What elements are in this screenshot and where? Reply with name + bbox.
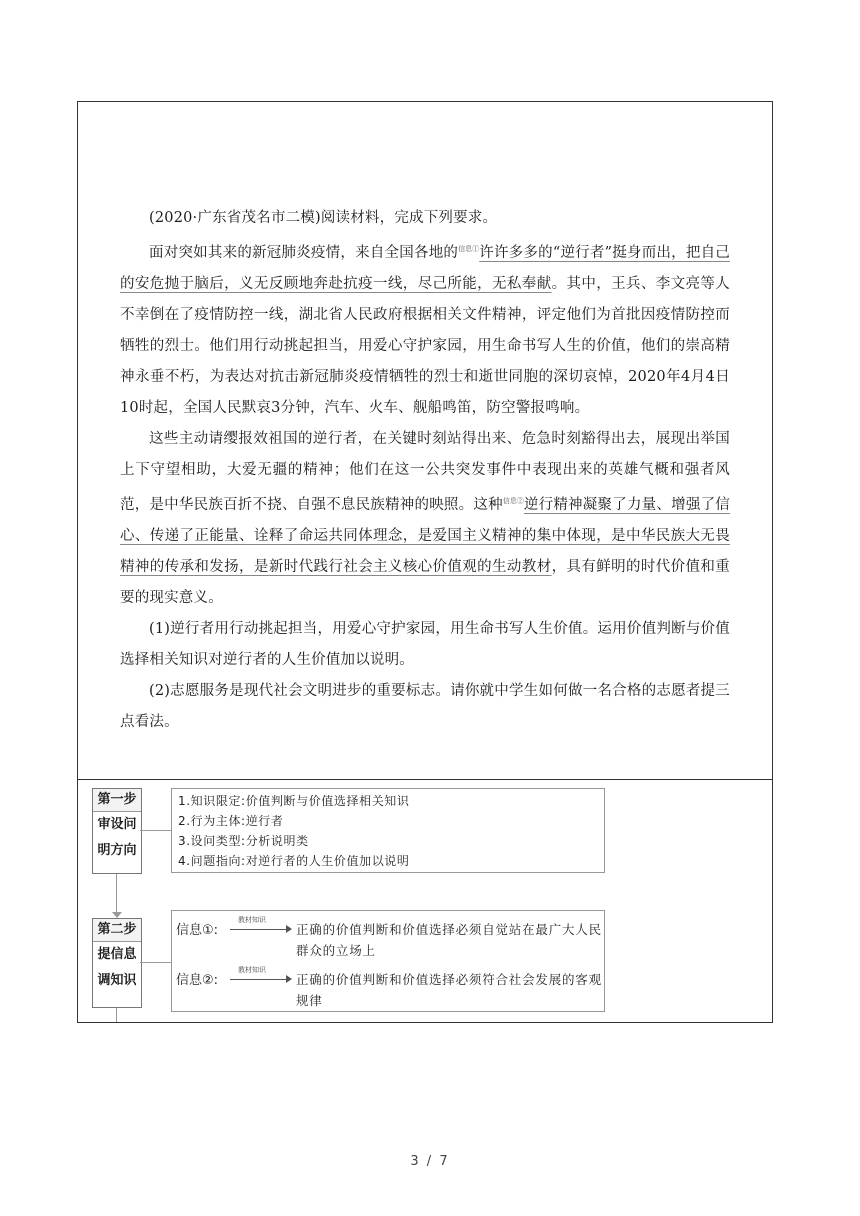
step2-sub1: 提信息	[97, 947, 137, 962]
para1-underlined: 许许多多的“逆行者”挺身而出，把自己的安危抛于脑后，义无反顾地奔赴抗疫一线，尽己所能，无私奉献	[120, 244, 730, 292]
step2-head: 第二步	[93, 919, 141, 942]
para2-underlined: 逆行精神凝聚了力量、增强了信心、传递了正能量、诠释了命运共同体理念，是爱国主义精神的集中体现，是中华民族大无畏精神的传承和发扬，是新时代践行社会主义核心价值观的生动教材	[120, 496, 730, 575]
step1-head: 第一步	[93, 789, 141, 812]
step1-item-1: 1.知识限定:价值判断与价值选择相关知识	[178, 794, 410, 808]
step2-row-1	[176, 913, 600, 961]
para1-post: 。其中，王兵、李文亮等人不幸倒在了疫情防控一线，湖北省人民政府根据相关文件精神，评定他们为首批因疫情防控而牺牲的烈士。他们用行动挑起担当，用爱心守护家园，用生命书写人生的价值，他们的崇高精神永垂不朽，为表达对抗击新冠肺炎疫情牺牲的烈士和逝世同胞的深切哀悼，2020年4月4日10时起，全国人民默哀3分钟，汽车、火车、舰船鸣笛，防空警报鸣响。	[120, 275, 730, 416]
step-connector	[116, 874, 117, 912]
para2-post: ，具有鲜明的时代价值和重要的现实意义。	[120, 558, 730, 606]
step2-box	[92, 918, 142, 1008]
info-text-1: 正确的价值判断和价值选择必须自觉站在最广大人民群众的立场上	[296, 922, 602, 958]
arrow-line-2	[230, 979, 288, 980]
arrow-line-1	[230, 929, 288, 930]
question-text	[120, 203, 730, 738]
para2-pre: 这些主动请缨报效祖国的逆行者，在关键时刻站得出来、危急时刻豁得出去，展现出举国上下守望相助，大爱无疆的精神；他们在这一公共突发事件中表现出来的英雄气概和强者风范，是中华民族百折不挠、自强不息民族精神的映照。这种	[120, 430, 730, 513]
info-text-2: 正确的价值判断和价值选择必须符合社会发展的客观规律	[296, 972, 602, 1008]
material-paragraph-2	[120, 424, 730, 614]
page-frame	[77, 101, 773, 1023]
step1-box	[92, 788, 142, 874]
step1-link-line	[140, 830, 171, 831]
step2-panel	[171, 910, 605, 1012]
material-paragraph-1	[120, 234, 730, 424]
sub-question-2: (2)志愿服务是现代社会文明进步的重要标志。请你就中学生如何做一名合格的志愿者提三点看法。	[120, 682, 730, 730]
step2-row-2	[176, 963, 600, 1011]
sub-question-1: (1)逆行者用行动挑起担当，用爱心守护家园，用生命书写人生价值。运用价值判断与价值选择相关知识对逆行者的人生价值加以说明。	[120, 620, 730, 668]
right-arrow-icon	[286, 925, 292, 933]
info-tag-1: 信息①	[458, 245, 480, 253]
question-cell	[78, 102, 772, 780]
step2-link-line	[140, 962, 171, 963]
arrow-caption-1: 教材知识	[238, 916, 266, 924]
solution-steps	[78, 780, 772, 1023]
question-source: (2020·广东省茂名市二模)阅读材料，完成下列要求。	[149, 210, 498, 226]
info-label-2: 信息②:	[176, 973, 219, 988]
step2-sub2: 调知识	[97, 973, 137, 988]
para1-pre: 面对突如其来的新冠肺炎疫情，来自全国各地的	[149, 244, 459, 261]
step1-sub1: 审设问	[97, 817, 137, 832]
step-connector-tail	[116, 1008, 117, 1022]
step1-sub2: 明方向	[97, 843, 137, 858]
step1-item-4: 4.问题指向:对逆行者的人生价值加以说明	[178, 854, 410, 868]
arrow-caption-2: 教材知识	[238, 966, 266, 974]
step1-item-2: 2.行为主体:逆行者	[178, 814, 284, 828]
step1-item-3: 3.设问类型:分析说明类	[178, 834, 309, 848]
page-number: 3 / 7	[410, 1154, 450, 1169]
right-arrow-icon	[286, 975, 292, 983]
info-label-1: 信息①:	[176, 923, 219, 938]
step1-panel	[171, 788, 605, 873]
info-tag-2: 信息②	[502, 496, 524, 505]
